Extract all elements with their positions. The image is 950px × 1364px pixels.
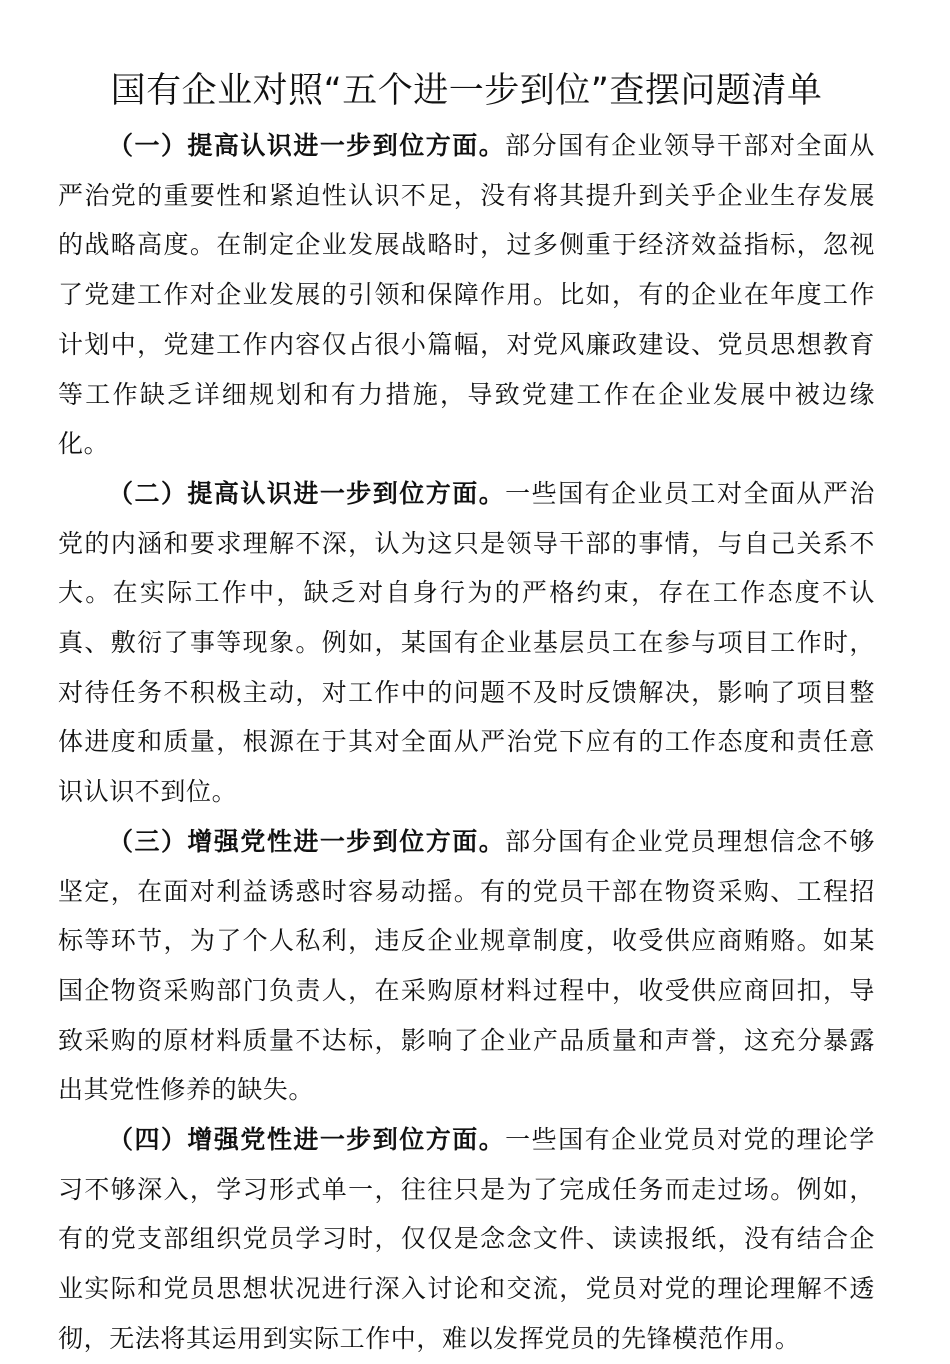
paragraph-1 bbox=[58, 121, 875, 469]
paragraph-3 bbox=[58, 817, 875, 1115]
document-title: 国有企业对照“五个进一步到位”查摆问题清单 bbox=[110, 71, 823, 111]
paragraph-2-text: 一些国有企业员工对全面从严治党的内涵和要求理解不深，认为这只是领导干部的事情，与自己关系不大。在实际工作中，缺乏对自身行为的严格约束，存在工作态度不认真、敷衍了事等现象。例如，某国有企业基层员工在参与项目工作时，对待任务不积极主动，对工作中的问题不及时反馈解决，影响了项目整体进度和质量，根源在于其对全面从严治党下应有的工作态度和责任意识认识不到位。 bbox=[58, 478, 875, 807]
paragraph-1-heading: （一）提高认识进一步到位方面。 bbox=[108, 131, 506, 160]
paragraph-4 bbox=[58, 1115, 875, 1364]
paragraph-4-text: 一些国有企业党员对党的理论学习不够深入，学习形式单一，往往只是为了完成任务而走过场。例如，有的党支部组织党员学习时，仅仅是念念文件、读读报纸，没有结合企业实际和党员思想状况进行深入讨论和交流，党员对党的理论理解不透彻，无法将其运用到实际工作中，难以发挥党员的先锋模范作用。 bbox=[58, 1125, 875, 1353]
paragraph-3-text: 部分国有企业党员理想信念不够坚定，在面对利益诱惑时容易动摇。有的党员干部在物资采购、工程招标等环节，为了个人私利，违反企业规章制度，收受供应商贿赂。如某国企物资采购部门负责人，在采购原材料过程中，收受供应商回扣，导致采购的原材料质量不达标，影响了企业产品质量和声誉，这充分暴露出其党性修养的缺失。 bbox=[58, 826, 875, 1105]
paragraph-3-heading: （三）增强党性进一步到位方面。 bbox=[108, 826, 506, 856]
paragraph-2-heading: （二）提高认识进一步到位方面。 bbox=[108, 478, 506, 508]
paragraph-4-heading: （四）增强党性进一步到位方面。 bbox=[108, 1125, 506, 1155]
paragraph-2 bbox=[58, 469, 875, 817]
paragraph-1-text: 部分国有企业领导干部对全面从严治党的重要性和紧迫性认识不足，没有将其提升到关乎企业生存发展的战略高度。在制定企业发展战略时，过多侧重于经济效益指标，忽视了党建工作对企业发展的引领和保障作用。比如，有的企业在年度工作计划中，党建工作内容仅占很小篇幅，对党风廉政建设、党员思想教育等工作缺乏详细规划和有力措施，导致党建工作在企业发展中被边缘化。 bbox=[58, 131, 875, 459]
